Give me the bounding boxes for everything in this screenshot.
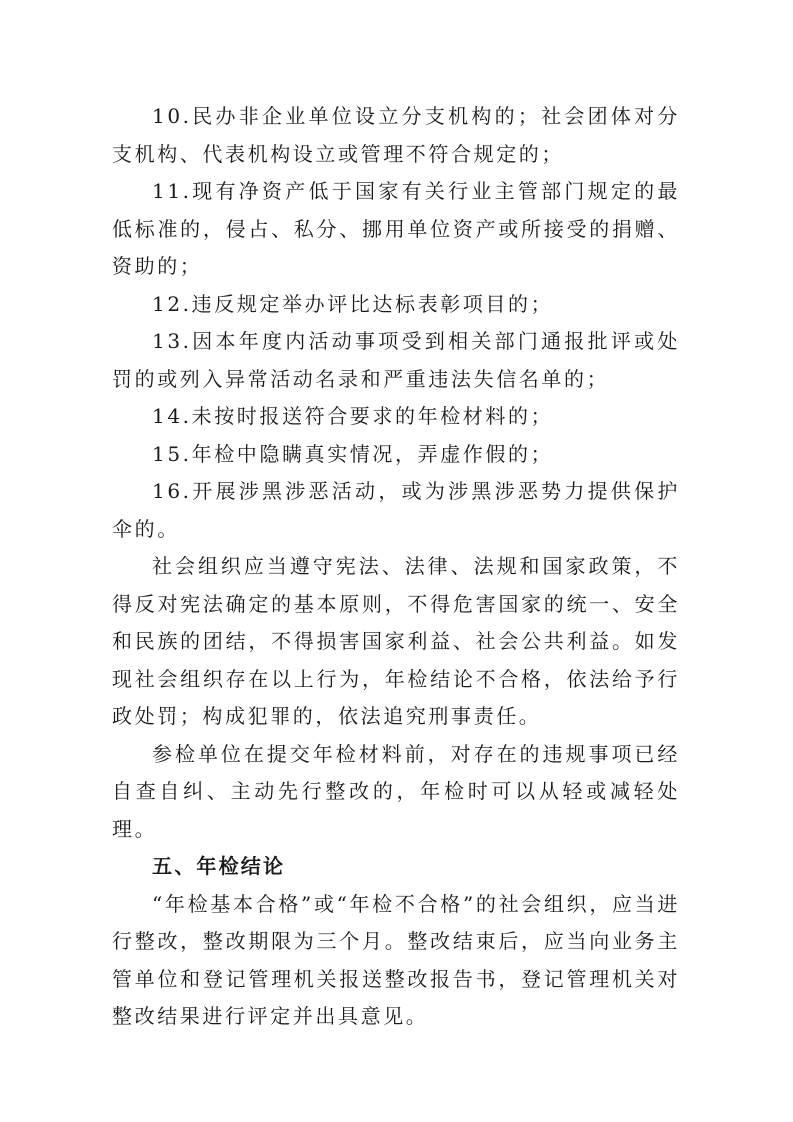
conclusion-paragraph: “年检基本合格”或“年检不合格”的社会组织，应当进行整改，整改期限为三个月。整改结束后，应当向业务主管单位和登记管理机关报送整改报告书，登记管理机关对整改结果进行评定并出具意见。	[112, 891, 680, 1028]
section-heading: 五、年检结论	[152, 854, 286, 878]
item-11-paragraph: 11.现有净资产低于国家有关行业主管部门规定的最低标准的，侵占、私分、挪用单位资产或所接受的捐赠、资助的；	[112, 179, 680, 278]
document-page	[112, 98, 680, 1036]
item-12-paragraph: 12.违反规定举办评比达标表彰项目的；	[152, 291, 554, 316]
item-15-paragraph: 15.年检中隐瞒真实情况，弄虚作假的；	[152, 441, 554, 466]
item-13-paragraph: 13.因本年度内活动事项受到相关部门通报批评或处罚的或列入异常活动名录和严重违法失信名单的；	[112, 329, 680, 391]
self-correction-paragraph: 参检单位在提交年检材料前，对存在的违规事项已经自查自纠、主动先行整改的，年检时可以从轻或减轻处理。	[112, 741, 680, 841]
compliance-paragraph: 社会组织应当遵守宪法、法律、法规和国家政策，不得反对宪法确定的基本原则，不得危害国家的统一、安全和民族的团结，不得损害国家利益、社会公共利益。如发现社会组织存在以上行为，年检结论不合格，依法给予行政处罚；构成犯罪的，依法追究刑事责任。	[112, 554, 680, 728]
item-14-paragraph: 14.未按时报送符合要求的年检材料的；	[152, 404, 554, 428]
item-10-paragraph: 10.民办非企业单位设立分支机构的；社会团体对分支机构、代表机构设立或管理不符合规定的；	[112, 104, 680, 166]
item-16-paragraph: 16.开展涉黑涉恶活动，或为涉黑涉恶势力提供保护伞的。	[112, 479, 680, 541]
